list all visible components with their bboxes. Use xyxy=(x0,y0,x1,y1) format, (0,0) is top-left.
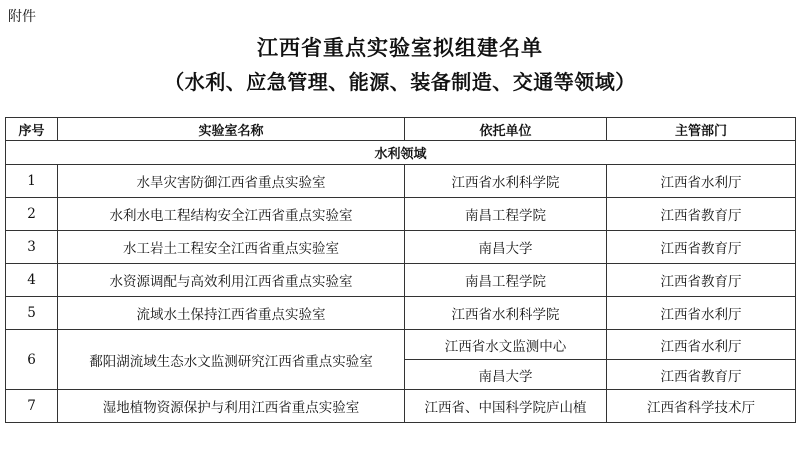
row-number: 2 xyxy=(6,198,58,231)
header-host-unit: 依托单位 xyxy=(405,118,607,141)
lab-name: 水旱灾害防御江西省重点实验室 xyxy=(58,165,405,198)
department: 江西省科学技术厅 xyxy=(607,390,796,423)
department: 江西省水利厅 xyxy=(607,165,796,198)
department: 江西省教育厅 xyxy=(607,264,796,297)
row-number: 5 xyxy=(6,297,58,330)
department: 江西省水利厅 xyxy=(607,330,796,360)
table-row xyxy=(6,198,796,231)
attachment-label: 附件 xyxy=(8,9,36,25)
laboratory-table xyxy=(5,117,796,423)
table-row xyxy=(6,264,796,297)
table-header-row xyxy=(6,118,796,141)
department: 江西省水利厅 xyxy=(607,297,796,330)
row-number: 3 xyxy=(6,231,58,264)
header-lab-name: 实验室名称 xyxy=(58,118,405,141)
header-number: 序号 xyxy=(6,118,58,141)
department: 江西省教育厅 xyxy=(607,231,796,264)
host-unit: 江西省水利科学院 xyxy=(405,165,607,198)
host-unit: 江西省水文监测中心 xyxy=(405,330,607,360)
table-row xyxy=(6,231,796,264)
host-unit: 江西省、中国科学院庐山植 xyxy=(405,390,607,423)
department: 江西省教育厅 xyxy=(607,360,796,390)
table-row xyxy=(6,297,796,330)
lab-name: 水资源调配与高效利用江西省重点实验室 xyxy=(58,264,405,297)
row-number: 7 xyxy=(6,390,58,423)
table-row xyxy=(6,330,796,360)
table-row xyxy=(6,165,796,198)
header-department: 主管部门 xyxy=(607,118,796,141)
document-subtitle: （水利、应急管理、能源、装备制造、交通等领域） xyxy=(164,70,636,94)
lab-name: 湿地植物资源保护与利用江西省重点实验室 xyxy=(58,390,405,423)
host-unit: 南昌大学 xyxy=(405,360,607,390)
lab-name: 流域水土保持江西省重点实验室 xyxy=(58,297,405,330)
section-row xyxy=(6,141,796,165)
host-unit: 南昌工程学院 xyxy=(405,264,607,297)
host-unit: 南昌大学 xyxy=(405,231,607,264)
row-number: 4 xyxy=(6,264,58,297)
lab-name: 水工岩土工程安全江西省重点实验室 xyxy=(58,231,405,264)
department: 江西省教育厅 xyxy=(607,198,796,231)
table-row xyxy=(6,390,796,423)
row-number: 1 xyxy=(6,165,58,198)
lab-name: 水利水电工程结构安全江西省重点实验室 xyxy=(58,198,405,231)
document-title: 江西省重点实验室拟组建名单 xyxy=(257,35,543,60)
section-title: 水利领域 xyxy=(6,141,796,165)
lab-name: 鄱阳湖流域生态水文监测研究江西省重点实验室 xyxy=(58,330,405,390)
row-number: 6 xyxy=(6,330,58,390)
host-unit: 南昌工程学院 xyxy=(405,198,607,231)
host-unit: 江西省水利科学院 xyxy=(405,297,607,330)
